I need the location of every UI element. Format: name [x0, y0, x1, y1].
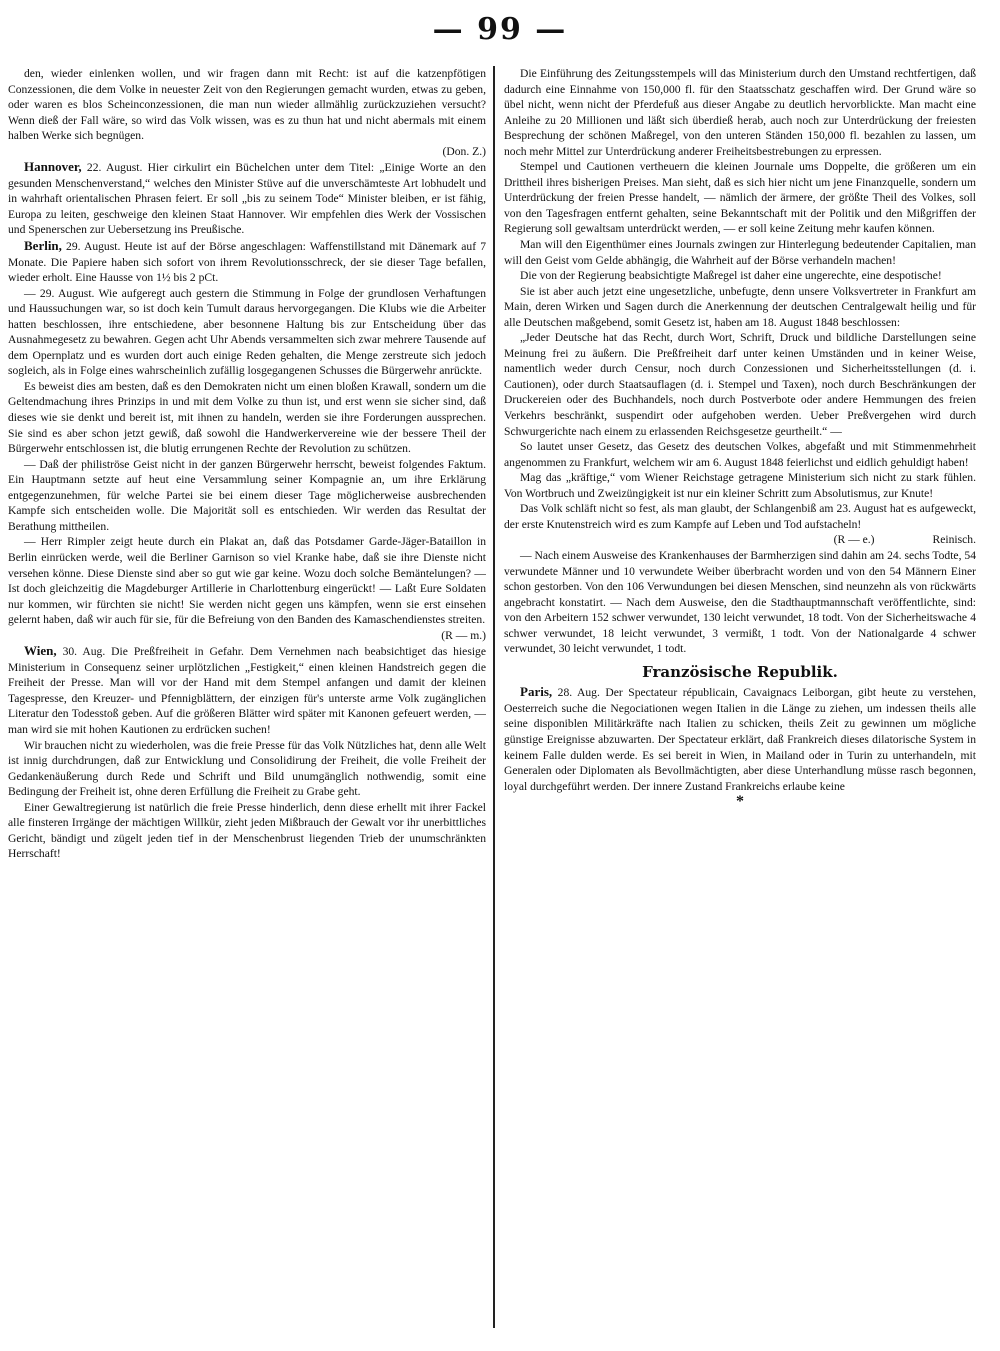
paragraph-text: 28. Aug. Der Spectateur républicain, Cavaignacs Leiborgan, gibt heute zu verstehen, Oesterreich suche die Negociationen wegen Italien in die Länge zu ziehen, um indessen theils alle seine disponiblen Militärkräfte nach Italien zu schicken, theils Zeit zu gewinnen um mögliche günstige Ereignisse abzuwarten. Der Spectateur erklärt, daß Frankreich dieses dilatorische System in keinem Falle dulden werde. Es sei bereit in Wien, in Mailand oder in Turin zu unterhandeln, mit Generalen oder Diplomaten als Bevollmächtigten, aber diese Unterhandlung müsse rasch begonnen, loyal durchgeführt werden. Der innere Zustand Frankreichs erlaube keine — [504, 686, 976, 793]
source-signature: (R — m.) — [441, 628, 486, 642]
paragraph — [8, 159, 486, 238]
left-column — [8, 66, 486, 1338]
paragraph: Sie ist aber auch jetzt eine ungesetzliche, unbefugte, denn unsere Volksvertreter in Frankfurt am Main, deren Wirken und Sagen durch die Anerkennung der deutschen Centralgewalt heilig und für alle Deutschen maßgebend, somit Gesetz ist, haben am 18. August 1848 beschlossen: — [504, 284, 976, 329]
paragraph: Die Einführung des Zeitungsstempels will das Ministerium durch den Umstand rechtfertigen, daß dadurch eine Einnahme von 150,000 fl. für den Staatsschatz geschaffen wird. Der Grund wäre so übel nicht, wenn nicht der Pferdefuß aus dieser Angabe zu deutlich hervorblickte. Man macht eine Anleihe zu 20 Millionen und läßt sich überdieß herab, auch noch zur Unterdrückung der freiesten Besprechung der schönen Maßregel, von den unteren Ständen 150,000 fl. bezahlen zu lassen, um noch mehr Mittel zur Unterdrückung anderer Freiheitsbestrebungen zu erpressen. — [504, 67, 976, 158]
dateline: Wien, — [24, 643, 57, 659]
page-number: — 99 — — [432, 12, 568, 47]
paragraph — [8, 238, 486, 286]
paragraph: Wir brauchen nicht zu wiederholen, was die freie Presse für das Volk Nützliches hat, denn alle Welt ist innig durchdrungen, daß zur Entwicklung und Consolidirung der Freiheit, die volle Freiheit der Gedankenäußerung durch Rede und Schrift und Bild unumgänglich nothwendig, somit eine Bedingung der Freiheit ist, ohne deren Erfüllung die Freiheit zu Grabe geht. — [8, 738, 486, 799]
paragraph-text: 30. Aug. Die Preßfreiheit in Gefahr. Dem Vernehmen nach beabsichtiget das hiesige Ministerium in Consequenz seiner urplötzlichen „Festigkeit,“ einen kleinen Handstreich gegen die Freiheit der Presse. Man will vor der Hand mit dem Stempel anfangen und damit der kleinen Tagespresse, den Kreuzer- und Pfennigblättern, der einzigen für's unterste arme Volk zugänglichen Literatur den Todesstoß geben. Auf die größeren Blätter wird später mit Kanonen gefeuert werden, — man wird sie mit hohen Kautionen zu erdrücken suchen! — [8, 645, 486, 736]
paragraph: — Herr Rimpler zeigt heute durch ein Plakat an, daß das Potsdamer Garde-Jäger-Bataillon in Berlin einrücken werde, weil die Berliner Garnison so viel Kranke habe, daß sie ihre Dienste nicht versehen könne. Diese Dienste sind aber so gut wie gar keine. Wozu doch solche Bemäntelungen? — Ist doch gleichzeitig die Magdeburger Artillerie in Charlottenburg eingerückt! — Laßt Eure Soldaten nur kommen, wir fürchten sie nicht! Sie werden nicht gegen uns kämpfen, wenn sie erst einsehen gelernt haben, daß wir auch für sie, für die Befreiung von den Banden des Kamaschendienstes streiten. — [8, 535, 486, 627]
paragraph: Mag das „kräftige,“ vom Wiener Reichstage getragene Ministerium sich nicht zu stark fühlen. Von Wortbruch und Zweizüngigkeit ist nur ein kleiner Schritt zum Absolutismus, zur Knute! — [504, 471, 976, 500]
paragraph: — 29. August. Wie aufgeregt auch gestern die Stimmung in Folge der grundlosen Verhaftungen und Haussuchungen war, so ist doch kein Tumult daraus hervorgegangen. Die Klubs wie die Arbeiter hatten beschlossen, ihre entschiedene, aber besonnene Haltung bis zur Entscheidung über das Ausnahmegesetz zu bewahren. Gegen acht Uhr Abends versammelten sich zwar mehrere Tausende auf dem Opernplatz und es wurden dort auch einige Reden gehalten, die Menge zerstreute sich jedoch sogleich, als in Folge eines wahrscheinlich zufällig losgegangenen Schusses die Bürgerwehr anrückte. — [8, 286, 486, 378]
section-heading: Französische Republik. — [642, 662, 838, 681]
dateline: Hannover, — [24, 159, 82, 175]
paragraph — [8, 643, 486, 737]
dateline: Berlin, — [24, 238, 62, 254]
paragraph: Die von der Regierung beabsichtigte Maßregel ist daher eine ungerechte, eine despotische! — [520, 269, 942, 283]
paragraph — [504, 684, 976, 794]
paragraph-text: 29. August. Heute ist auf der Börse angeschlagen: Waffenstillstand mit Dänemark auf 7 Monate. Die Papiere haben sich sofort von ihrem Revolutionsschreck, der sie dieser Tage befallen, wieder erholt. Eine Hausse von 1½ bis 2 pCt. — [8, 240, 486, 285]
paragraph: Man will den Eigenthümer eines Journals zwingen zur Hinterlegung bedeutender Capitalien, man will den Geist vom Gelde abhängig, die Wahrheit auf der Börse verhandeln machen! — [504, 238, 976, 267]
paragraph: So lautet unser Gesetz, das Gesetz des deutschen Volkes, abgefaßt und mit Stimmenmehrheit angenommen zu Frankfurt, welchem wir am 6. August 1848 feierlichst und eidlich gehuldigt haben! — [504, 440, 976, 469]
paragraph: Es beweist dies am besten, daß es den Demokraten nicht um einen bloßen Krawall, sondern um die Geltendmachung ihres Prinzips in und mit dem Volke zu thun ist, und erst wenn sie sicher sind, daß dieses wie sie denkt und bereit ist, mit ihnen zu handeln, werden sie ihre Forderungen aussprechen. Sie sind es aber schon jetzt gewiß, daß sowohl die Handwerkervereine wie der bessere Theil der Bürgerwehr entschlossen ist, die blutig errungenen Rechte der Revolution zu schützen. — [8, 379, 486, 456]
paragraph: Einer Gewaltregierung ist natürlich die freie Presse hinderlich, denn diese erhellt mit ihrer Fackel alle finsteren Irrgänge der mächtigen Willkür, zieht jeden Mißbrauch der Gewalt vor ihr unerbittliches Gericht, bändigt und zügelt jeden tief in der Menschenbrust liegenden Trieb der unumschränkten Herrschaft! — [8, 800, 486, 861]
source-signature: (Don. Z.) — [442, 144, 486, 158]
paragraph: — Nach einem Ausweise des Krankenhauses der Barmherzigen sind dahin am 24. sechs Todte, 54 verwundete Männer und 10 verwundete Weiber überbracht worden und von den 54 Männern Einer schon gestorben. Von den 106 Verwundungen bei diesen Menschen, sind neunzehn als von rückwärts angebracht konstatirt. — Nach dem Ausweise, den die Stadthauptmannschaft veröffentlichte, sind: von den Arbeitern 152 schwer verwundet, 130 leicht verwundet, 18 todt. Von der Sicherheitswache 4 schwer verwundet, 18 leicht verwundet, 3 vermißt, 1 todt. Von der Nationalgarde 4 schwer verwundet, 30 leicht verwundet, 1 todt. — [504, 548, 976, 656]
paragraph: Das Volk schläft nicht so fest, als man glaubt, der Schlangenbiß am 23. August hat es aufgeweckt, der erste Knutenstreich wird es zum Kampfe auf Leben und Tod aufstacheln! — [504, 502, 976, 531]
paragraph: Stempel und Cautionen vertheuern die kleinen Journale ums Doppelte, die größeren um ein Drittheil ihres bisherigen Preises. Man sieht, daß es sich hier nicht um jene Finanzquelle, sondern um Unterdrückung der freien Presse handelt, — nämlich der ärmere, der größte Theil des Volkes, soll von den Tagesfragen entfernt gehalten, seine Bekanntschaft mit der Politik und den Mißgriffen der Regierung soll gewaltsam unterdrückt werden, — er soll keine Zeitung mehr kaufen können. — [504, 160, 976, 236]
asterisk-mark: * — [736, 793, 744, 811]
dateline: Paris, — [520, 684, 553, 700]
paragraph: — Daß der philiströse Geist nicht in der ganzen Bürgerwehr herrscht, beweist folgendes Faktum. Ein Hauptmann setzte auf heut eine Versammlung seiner Kompagnie an, um ihre Erklärung entgegenzunehmen, für welche Partei sie bei einem dieser Tage möglicherweise ausbrechenden Kampfe sich entscheiden wolle. Die Majorität soll es entschieden. Wir werden das Resultat der Berathung mittheilen. — [8, 457, 486, 533]
paragraph-text: 22. August. Hier cirkulirt ein Büchelchen unter dem Titel: „Einige Worte an den gesunden Menschenverstand,“ welches den Minister Stüve auf die unverschämteste Art lobhudelt und in wahrhaft orientalischen Phrasen feiert. Er soll „bis zu seinem Tode“ Minister bleiben, er ist fähig, Europa zu leiten, geschweige den kleinen Staat Hannover. Wir empfehlen dies Werk der Vossischen und Spenerschen zur Uebersetzung ins Preußische. — [8, 161, 486, 237]
right-column — [504, 66, 976, 1338]
paragraph: den, wieder einlenken wollen, und wir fragen dann mit Recht: ist auf die katzenpfötigen Conzessionen, die dem Volke in neuester Zeit von den Regierungen gemacht wurden, etwas zu geben, oder waren es blos Scheinconzessionen, die man nun wieder allmählig zurückzuziehen versucht? Wenn dieß der Fall wäre, so wird das Volk wissen, was es zu thun hat und nicht abermals mit einem halben Werke sich begnügen. — [8, 67, 486, 143]
column-divider — [493, 66, 495, 1328]
paragraph: „Jeder Deutsche hat das Recht, durch Wort, Schrift, Druck und bildliche Darstellungen seine Meinung frei zu äußern. Die Preßfreiheit darf unter keinen Umständen und in keiner Weise, namentlich weder durch Censur, noch durch Conzessionen und Sicherheitsstellungen (d. i. Cautionen), oder durch Staatsauflagen (d. i. Stempel und Taxen), noch durch Beschränkungen der Druckereien oder des Buchhandels, noch durch Postverbote oder andere Hemmungen des freien Verkehrs beschränkt, suspendirt oder aufgehoben werden. Ueber Preßvergehen wird durch Schwurgerichte nach einem zu erlassenden Reichsgesetze geurtheilt.“ — — [504, 331, 976, 438]
source-signature: (R — e.) Reinisch. — [833, 533, 976, 547]
